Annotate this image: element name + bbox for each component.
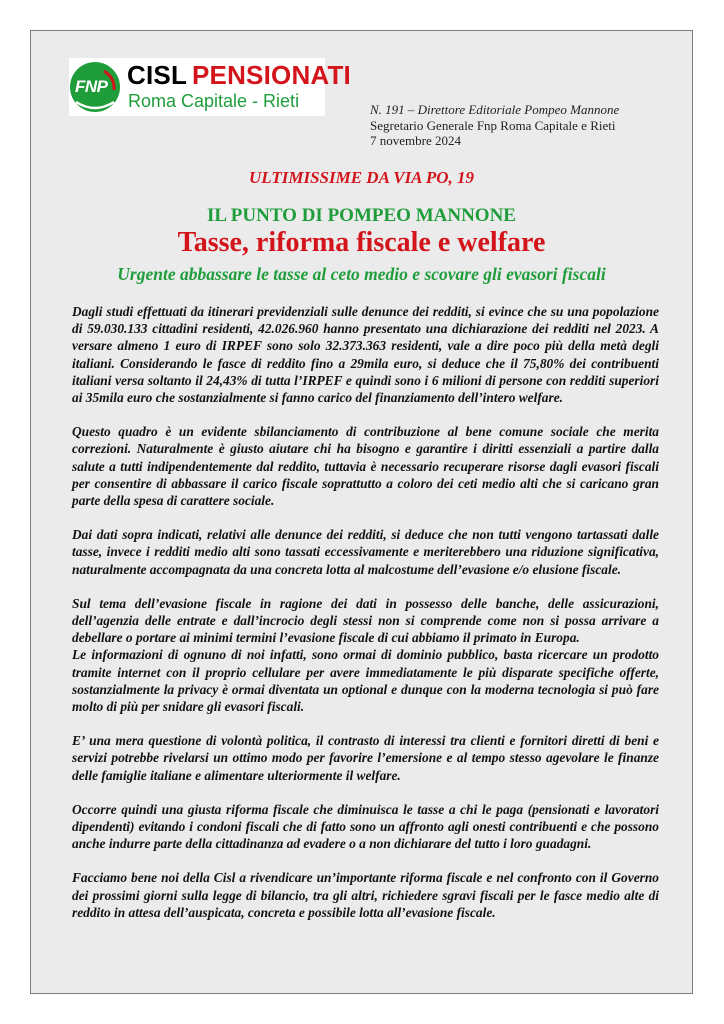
logo-brand-cisl: CISL: [127, 60, 188, 90]
kicker-heading: ULTIMISSIME DA VIA PO, 19: [248, 168, 474, 187]
paragraph-6: E’ una mera questione di volontà politica, il contrasto di interessi tra clienti e fornitori diretti di beni e servizi potrebbe rivelarsi un ottimo modo per favorire l’emersione e al tempo stesso agevolare le finanze delle famiglie italiane e alimentare ulteriormente il welfare.: [72, 733, 659, 783]
logo-region: Roma Capitale - Rieti: [128, 91, 300, 111]
paragraph-3: Dai dati sopra indicati, relativi alle denunce dei redditi, si deduce che non tutti vengono tartassati dalle tasse, invece i redditi medio alti sono tassati eccessivamente e meriterebbero una riduzione significativa, naturalmente accompagnata da una concreta lotta al malcostume dell’evasione e/o elusione fiscale.: [72, 527, 659, 577]
column-heading: IL PUNTO DI POMPEO MANNONE: [207, 205, 516, 226]
issue-meta: [370, 102, 619, 149]
newsletter-page: [30, 30, 693, 994]
paragraph-1: Dagli studi effettuati da itinerari previdenziali sulle denunce dei redditi, si evince che su una popolazione di 59.030.133 cittadini residenti, 42.026.960 hanno presentato una dichiarazione dei redditi nel 2023. A versare almeno 1 euro di IRPEF sono solo 32.373.363 residenti, vale a dire poco più della metà degli italiani. Considerando le fasce di reddito fino a 29mila euro, si deduce che il 75,80% dei contribuenti italiani versa soltanto il 24,43% di tutta l’IRPEF e quindi sono i 6 milioni di persone con redditi superiori ai 35mila euro che sostanzialmente si fanno carico del finanziamento dell’intero welfare.: [72, 304, 659, 406]
issue-number-editor: N. 191 – Direttore Editoriale Pompeo Mannone: [370, 102, 620, 117]
issue-date: 7 novembre 2024: [370, 133, 461, 148]
logo-brand-pensionati: PENSIONATI: [192, 60, 351, 90]
paragraph-8: Facciamo bene noi della Cisl a rivendicare un’importante riforma fiscale e nel confronto con il Governo dei prossimi giorni sulla legge di bilancio, tra gli altri, richiedere sgravi fiscali per le fasce medio alte di reddito in attesa dell’auspicata, concreta e possibile lotta all’evasione fiscale.: [72, 870, 659, 920]
article-title: Tasse, riforma fiscale e welfare: [177, 227, 546, 258]
paragraph-2: Questo quadro è un evidente sbilanciamento di contribuzione al bene comune sociale che merita correzioni. Naturalmente è giusto aiutare chi ha bisogno e garantire i diritti essenziali a partire dalla salute a tutti indipendentemente dal reddito, tuttavia è necessario recuperare risorse dagli evasori fiscali per consentire di abbassare il carico fiscale soprattutto a coloro dei ceti medio alti che si caricano gran parte della spesa di carattere sociale.: [72, 424, 659, 509]
article-body: [72, 303, 659, 938]
paragraph-7: Occorre quindi una giusta riforma fiscale che diminuisca le tasse a chi le paga (pensionati e lavoratori dipendenti) evitando i condoni fiscali che di fatto sono un affronto agli onesti contribuenti e che possono anche indurre parte della cittadinanza ad evadere o a non dichiarare del tutto i loro guadagni.: [72, 801, 659, 852]
paragraph-4: Sul tema dell’evasione fiscale in ragione dei dati in possesso delle banche, delle assicurazioni, dell’agenzia delle entrate e dall’incrocio degli stessi non si comprende come non si possa arrivare a debellare o portare ai minimi termini l’evasione fiscale di cui abbiamo il primato in Europa.: [72, 595, 659, 646]
article-subtitle: Urgente abbassare le tasse al ceto medio e scovare gli evasori fiscali: [117, 264, 606, 284]
secretary-line: Segretario Generale Fnp Roma Capitale e Rieti: [370, 117, 616, 133]
cisl-pensionati-logo: [69, 58, 351, 116]
logo-badge-text: FNP: [75, 77, 108, 96]
paragraph-5: Le informazioni di ognuno di noi infatti, sono ormai di dominio pubblico, basta ricercare un prodotto tramite internet con il proprio cellulare per avere immediatamente le più disparate specifiche offerte, sostanzialmente la privacy è ormai diventata un optional e dunque con la moderna tecnologia si può fare molto di più per snidare gli evasori fiscali.: [72, 647, 659, 715]
